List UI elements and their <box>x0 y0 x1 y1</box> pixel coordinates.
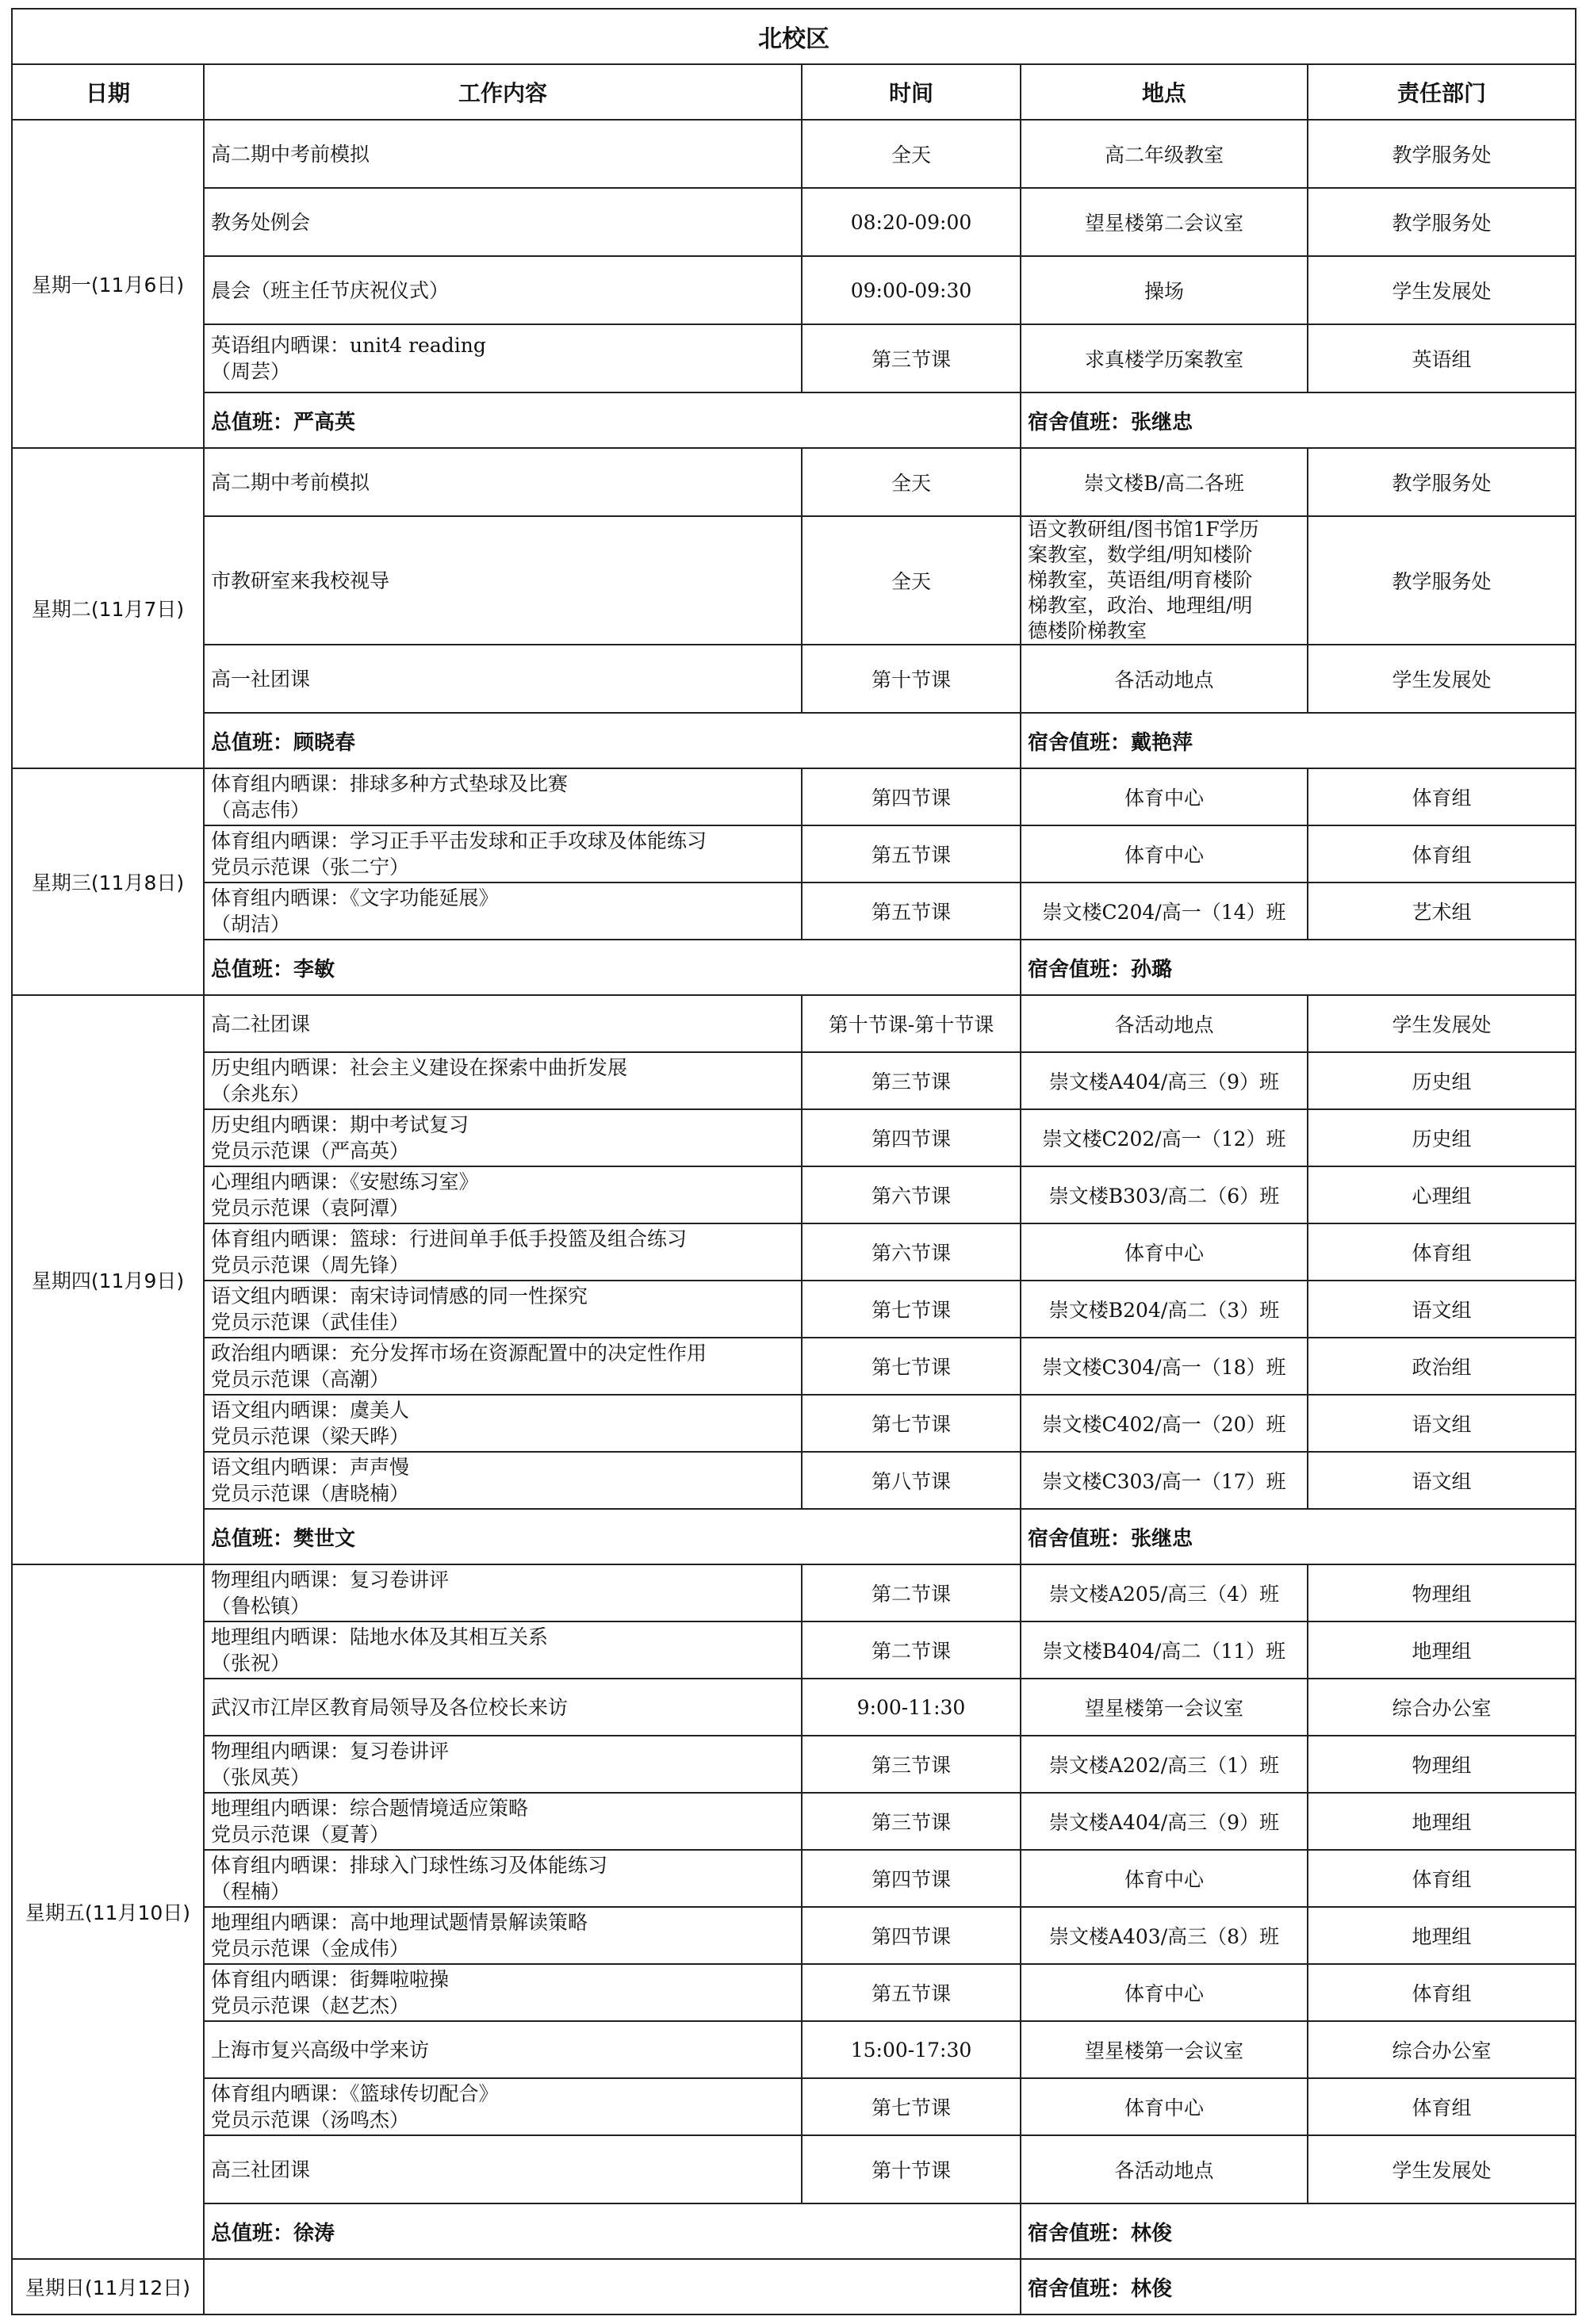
place-cell <box>1021 2135 1308 2203</box>
place-cell <box>1021 768 1308 825</box>
duty-on-call: 总值班：李敏 <box>204 940 1021 995</box>
header-date: 日期 <box>12 64 204 120</box>
time-cell: 第八节课 <box>802 1452 1021 1509</box>
place-cell <box>1021 1281 1308 1338</box>
place-cell-line: 崇文楼C304/高一（18）班 <box>1042 1356 1286 1379</box>
time-cell: 第十节课 <box>802 645 1021 713</box>
content-cell-line: 物理组内晒课：复习卷讲评 <box>211 1568 450 1591</box>
content-cell-line: 体育组内晒课：排球多种方式垫球及比赛 <box>211 772 569 795</box>
time-cell: 第四节课 <box>802 768 1021 825</box>
table-row <box>12 120 1576 188</box>
table-row <box>12 1052 1576 1109</box>
time-cell: 全天 <box>802 516 1021 645</box>
content-cell-line: 地理组内晒课：陆地水体及其相互关系 <box>211 1625 549 1648</box>
header-time: 时间 <box>802 64 1021 120</box>
table-row <box>12 768 1576 825</box>
place-cell <box>1021 1793 1308 1850</box>
place-cell-line: 崇文楼A404/高三（9）班 <box>1048 1811 1280 1834</box>
place-cell <box>1021 825 1308 883</box>
content-cell-line: 高三社团课 <box>211 2157 311 2181</box>
day-label: 星期三(11月8日) <box>12 768 204 995</box>
dorm-on-call: 宿舍值班：孙璐 <box>1021 940 1576 995</box>
day-label: 星期日(11月12日) <box>12 2259 204 2314</box>
table-row <box>12 1109 1576 1166</box>
content-cell <box>204 1907 802 1964</box>
content-cell <box>204 1223 802 1281</box>
content-cell <box>204 1166 802 1223</box>
place-cell <box>1021 1964 1308 2021</box>
place-cell-line: 崇文楼B404/高二（11）班 <box>1042 1640 1286 1663</box>
content-cell-line: （鲁松镇） <box>211 1595 311 1618</box>
content-cell-line: 党员示范课（武佳佳） <box>211 1311 410 1334</box>
time-cell: 第六节课 <box>802 1166 1021 1223</box>
table-row <box>12 1223 1576 1281</box>
dept-cell: 地理组 <box>1308 1907 1576 1964</box>
content-cell-line: 党员示范课（汤鸣杰） <box>211 2108 410 2131</box>
table-row <box>12 883 1576 940</box>
duty-on-call: 总值班：樊世文 <box>204 1509 1021 1564</box>
table-row <box>12 1281 1576 1338</box>
dept-cell: 教学服务处 <box>1308 120 1576 188</box>
content-cell <box>204 1452 802 1509</box>
place-cell-line: 体育中心 <box>1124 1242 1204 1265</box>
content-cell-line: 高二期中考前模拟 <box>211 142 370 166</box>
content-cell-line: 历史组内晒课：期中考试复习 <box>211 1113 469 1136</box>
place-cell-line: 体育中心 <box>1124 844 1204 867</box>
time-cell: 第三节课 <box>802 1793 1021 1850</box>
place-cell-line: 案教室，数学组/明知楼阶 <box>1028 543 1253 566</box>
dept-cell: 体育组 <box>1308 825 1576 883</box>
content-cell-line: 体育组内晒课：《文字功能延展》 <box>211 886 499 909</box>
dorm-on-call: 宿舍值班：张继忠 <box>1021 1509 1576 1564</box>
content-cell <box>204 768 802 825</box>
content-cell-line: 体育组内晒课：排球入门球性练习及体能练习 <box>211 1854 608 1877</box>
content-cell <box>204 995 802 1052</box>
time-cell: 第二节课 <box>802 1621 1021 1679</box>
content-cell-line: 政治组内晒课：充分发挥市场在资源配置中的决定性作用 <box>211 1342 707 1365</box>
place-cell <box>1021 1736 1308 1793</box>
place-cell <box>1021 2021 1308 2078</box>
place-cell-line: 体育中心 <box>1124 1982 1204 2005</box>
dept-cell: 学生发展处 <box>1308 256 1576 324</box>
table-row <box>12 516 1576 645</box>
place-cell-line: 崇文楼C204/高一（14）班 <box>1042 901 1286 924</box>
place-cell-line: 崇文楼B303/高二（6）班 <box>1048 1185 1280 1208</box>
time-cell: 第五节课 <box>802 1964 1021 2021</box>
table-row <box>12 188 1576 256</box>
content-cell-line: 地理组内晒课：高中地理试题情景解读策略 <box>211 1911 588 1934</box>
time-cell: 第四节课 <box>802 1907 1021 1964</box>
table-row <box>12 256 1576 324</box>
place-cell-line: 各活动地点 <box>1114 668 1214 691</box>
place-cell <box>1021 1052 1308 1109</box>
dept-cell: 体育组 <box>1308 768 1576 825</box>
dorm-on-call: 宿舍值班：张继忠 <box>1021 392 1576 448</box>
table-row <box>12 1679 1576 1736</box>
place-cell-line: 梯教室，政治、地理组/明 <box>1028 594 1253 617</box>
time-cell: 全天 <box>802 448 1021 516</box>
content-cell <box>204 448 802 516</box>
content-cell <box>204 1964 802 2021</box>
header-place: 地点 <box>1021 64 1308 120</box>
table-row <box>12 2021 1576 2078</box>
content-cell-line: 语文组内晒课：南宋诗词情感的同一性探究 <box>211 1285 588 1307</box>
table-row <box>12 1166 1576 1223</box>
time-cell: 第十节课-第十节课 <box>802 995 1021 1052</box>
time-cell: 第七节课 <box>802 1281 1021 1338</box>
content-cell <box>204 324 802 392</box>
duty-on-call: 总值班：顾晓春 <box>204 713 1021 768</box>
content-cell-line: （张祝） <box>211 1652 291 1675</box>
content-cell-line: 语文组内晒课：声声慢 <box>211 1456 410 1479</box>
time-cell: 第三节课 <box>802 1052 1021 1109</box>
time-cell: 第七节课 <box>802 1395 1021 1452</box>
dept-cell: 综合办公室 <box>1308 1679 1576 1736</box>
content-cell-line: （胡洁） <box>211 913 291 936</box>
time-cell: 全天 <box>802 120 1021 188</box>
content-cell-line: 党员示范课（高潮） <box>211 1368 390 1391</box>
header-dept: 责任部门 <box>1308 64 1576 120</box>
place-cell <box>1021 1223 1308 1281</box>
place-cell <box>1021 2078 1308 2135</box>
time-cell: 第五节课 <box>802 883 1021 940</box>
table-row <box>12 825 1576 883</box>
place-cell <box>1021 324 1308 392</box>
dept-cell: 历史组 <box>1308 1052 1576 1109</box>
duty-row <box>12 713 1576 768</box>
content-cell <box>204 2078 802 2135</box>
table-row <box>12 1395 1576 1452</box>
dept-cell: 学生发展处 <box>1308 995 1576 1052</box>
content-cell-line: 上海市复兴高级中学来访 <box>211 2038 430 2062</box>
duty-row <box>12 1509 1576 1564</box>
place-cell-line: 操场 <box>1144 280 1184 303</box>
place-cell <box>1021 448 1308 516</box>
content-cell <box>204 120 802 188</box>
place-cell <box>1021 1564 1308 1621</box>
table-row <box>12 1850 1576 1907</box>
place-cell-line: 德楼阶梯教室 <box>1028 619 1147 642</box>
day-label: 星期二(11月7日) <box>12 448 204 768</box>
time-cell: 第四节课 <box>802 1109 1021 1166</box>
content-cell-line: 高二社团课 <box>211 1012 311 1036</box>
table-row <box>12 995 1576 1052</box>
content-cell-line: 体育组内晒课：篮球：行进间单手低手投篮及组合练习 <box>211 1227 688 1250</box>
time-cell: 第六节课 <box>802 1223 1021 1281</box>
dept-cell: 教学服务处 <box>1308 188 1576 256</box>
header-row <box>12 64 1576 120</box>
content-cell <box>204 2021 802 2078</box>
place-cell <box>1021 1109 1308 1166</box>
content-cell <box>204 256 802 324</box>
content-cell <box>204 825 802 883</box>
time-cell: 第三节课 <box>802 1736 1021 1793</box>
table-row <box>12 645 1576 713</box>
dept-cell: 学生发展处 <box>1308 2135 1576 2203</box>
place-cell <box>1021 1621 1308 1679</box>
dept-cell: 语文组 <box>1308 1395 1576 1452</box>
place-cell-line: 崇文楼B/高二各班 <box>1084 472 1244 495</box>
place-cell <box>1021 516 1308 645</box>
content-cell-line: 体育组内晒课：《篮球传切配合》 <box>211 2082 499 2105</box>
place-cell <box>1021 188 1308 256</box>
content-cell <box>204 2135 802 2203</box>
content-cell-line: 体育组内晒课：学习正手平击发球和正手攻球及体能练习 <box>211 829 707 852</box>
content-cell-line: 高二期中考前模拟 <box>211 470 370 494</box>
place-cell-line: 体育中心 <box>1124 1868 1204 1891</box>
place-cell-line: 高二年级教室 <box>1104 144 1224 167</box>
time-cell: 09:00-09:30 <box>802 256 1021 324</box>
time-cell: 第七节课 <box>802 1338 1021 1395</box>
table-row <box>12 1452 1576 1509</box>
content-cell-line: 党员示范课（夏菁） <box>211 1823 390 1846</box>
time-cell: 第二节课 <box>802 1564 1021 1621</box>
content-cell-line: 体育组内晒课：街舞啦啦操 <box>211 1968 450 1991</box>
dorm-on-call: 宿舍值班：林俊 <box>1021 2259 1576 2314</box>
place-cell-line: 各活动地点 <box>1114 2159 1214 2182</box>
content-cell-line: 党员示范课（梁天晔） <box>211 1425 410 1448</box>
table-row <box>12 1964 1576 2021</box>
place-cell <box>1021 1679 1308 1736</box>
place-cell <box>1021 1338 1308 1395</box>
content-cell <box>204 1052 802 1109</box>
content-cell <box>204 1679 802 1736</box>
content-cell-line: 高一社团课 <box>211 667 311 691</box>
time-cell: 第五节课 <box>802 825 1021 883</box>
dept-cell: 教学服务处 <box>1308 448 1576 516</box>
content-cell-line: （余兆东） <box>211 1082 311 1105</box>
dept-cell: 体育组 <box>1308 1223 1576 1281</box>
content-cell <box>204 1850 802 1907</box>
content-cell-line: 地理组内晒课：综合题情境适应策略 <box>211 1797 529 1820</box>
content-cell-line: 党员示范课（张二宁） <box>211 856 410 879</box>
content-cell <box>204 188 802 256</box>
duty-row <box>12 392 1576 448</box>
time-cell: 第七节课 <box>802 2078 1021 2135</box>
dept-cell: 体育组 <box>1308 1964 1576 2021</box>
content-cell <box>204 883 802 940</box>
dept-cell: 语文组 <box>1308 1281 1576 1338</box>
place-cell <box>1021 120 1308 188</box>
time-cell: 08:20-09:00 <box>802 188 1021 256</box>
place-cell-line: 崇文楼A403/高三（8）班 <box>1048 1925 1280 1948</box>
place-cell-line: 崇文楼C402/高一（20）班 <box>1042 1413 1286 1436</box>
place-cell-line: 体育中心 <box>1124 787 1204 810</box>
content-cell-line: 英语组内晒课：unit4 reading <box>211 334 486 357</box>
duty-row <box>12 2259 1576 2314</box>
content-cell <box>204 1736 802 1793</box>
place-cell-line: 望星楼第一会议室 <box>1084 1697 1243 1720</box>
content-cell <box>204 1564 802 1621</box>
place-cell-line: 语文教研组/图书馆1F学历 <box>1028 518 1259 541</box>
day-label: 星期四(11月9日) <box>12 995 204 1564</box>
duty-on-call <box>204 2259 1021 2314</box>
place-cell-line: 崇文楼A202/高三（1）班 <box>1048 1754 1280 1777</box>
content-cell-line: （张凤英） <box>211 1766 311 1789</box>
dept-cell: 英语组 <box>1308 324 1576 392</box>
content-cell-line: 心理组内晒课：《安慰练习室》 <box>211 1170 479 1193</box>
place-cell <box>1021 645 1308 713</box>
content-cell-line: 党员示范课（金成伟） <box>211 1937 410 1960</box>
dept-cell: 体育组 <box>1308 1850 1576 1907</box>
table-row <box>12 2078 1576 2135</box>
header-content: 工作内容 <box>204 64 802 120</box>
place-cell-line: 求真楼学历案教室 <box>1084 348 1243 371</box>
duty-on-call: 总值班：严高英 <box>204 392 1021 448</box>
place-cell-line: 崇文楼A404/高三（9）班 <box>1048 1070 1280 1093</box>
place-cell-line: 体育中心 <box>1124 2096 1204 2119</box>
place-cell-line: 梯教室，英语组/明育楼阶 <box>1028 569 1253 592</box>
dept-cell: 心理组 <box>1308 1166 1576 1223</box>
place-cell-line: 崇文楼B204/高二（3）班 <box>1048 1299 1280 1322</box>
content-cell-line: 教务处例会 <box>211 210 311 234</box>
content-cell-line: 武汉市江岸区教育局领导及各位校长来访 <box>211 1695 569 1719</box>
dept-cell: 地理组 <box>1308 1621 1576 1679</box>
content-cell-line: 党员示范课（唐晓楠） <box>211 1482 410 1505</box>
day-label: 星期一(11月6日) <box>12 120 204 448</box>
content-cell <box>204 1793 802 1850</box>
title-row <box>12 9 1576 64</box>
dorm-on-call: 宿舍值班：戴艳萍 <box>1021 713 1576 768</box>
content-cell <box>204 1109 802 1166</box>
time-cell: 第十节课 <box>802 2135 1021 2203</box>
content-cell-line: 党员示范课（周先锋） <box>211 1254 410 1277</box>
dept-cell: 艺术组 <box>1308 883 1576 940</box>
time-cell: 15:00-17:30 <box>802 2021 1021 2078</box>
dept-cell: 学生发展处 <box>1308 645 1576 713</box>
place-cell-line: 望星楼第一会议室 <box>1084 2039 1243 2062</box>
content-cell <box>204 516 802 645</box>
time-cell: 第四节课 <box>802 1850 1021 1907</box>
time-cell: 9:00-11:30 <box>802 1679 1021 1736</box>
table-row <box>12 1793 1576 1850</box>
content-cell-line: 物理组内晒课：复习卷讲评 <box>211 1740 450 1763</box>
content-cell-line: （高志伟） <box>211 798 311 821</box>
place-cell-line: 各活动地点 <box>1114 1013 1214 1036</box>
dept-cell: 综合办公室 <box>1308 2021 1576 2078</box>
content-cell-line: 党员示范课（严高英） <box>211 1139 410 1162</box>
content-cell <box>204 1395 802 1452</box>
dept-cell: 物理组 <box>1308 1564 1576 1621</box>
place-cell <box>1021 256 1308 324</box>
table-row <box>12 1907 1576 1964</box>
dept-cell: 物理组 <box>1308 1736 1576 1793</box>
content-cell-line: 晨会（班主任节庆祝仪式） <box>211 278 450 302</box>
place-cell <box>1021 883 1308 940</box>
place-cell-line: 崇文楼C303/高一（17）班 <box>1042 1470 1286 1493</box>
dorm-on-call: 宿舍值班：林俊 <box>1021 2203 1576 2259</box>
content-cell-line: 历史组内晒课：社会主义建设在探索中曲折发展 <box>211 1056 628 1079</box>
dept-cell: 语文组 <box>1308 1452 1576 1509</box>
content-cell <box>204 1621 802 1679</box>
content-cell-line: 市教研室来我校视导 <box>211 569 390 592</box>
time-cell: 第三节课 <box>802 324 1021 392</box>
page-title: 北校区 <box>12 9 1576 64</box>
place-cell-line: 望星楼第二会议室 <box>1084 212 1243 235</box>
table-row <box>12 324 1576 392</box>
place-cell <box>1021 1166 1308 1223</box>
day-label: 星期五(11月10日) <box>12 1564 204 2259</box>
place-cell-line: 崇文楼C202/高一（12）班 <box>1042 1128 1286 1151</box>
place-cell <box>1021 1452 1308 1509</box>
dept-cell: 教学服务处 <box>1308 516 1576 645</box>
content-cell-line: 党员示范课（袁阿潭） <box>211 1196 410 1219</box>
dept-cell: 历史组 <box>1308 1109 1576 1166</box>
content-cell-line: （程楠） <box>211 1880 291 1903</box>
place-cell <box>1021 1907 1308 1964</box>
content-cell-line: 党员示范课（赵艺杰） <box>211 1994 410 2017</box>
duty-row <box>12 940 1576 995</box>
duty-row <box>12 2203 1576 2259</box>
table-row <box>12 1338 1576 1395</box>
table-row <box>12 448 1576 516</box>
schedule-table <box>11 8 1576 2315</box>
table-row <box>12 1621 1576 1679</box>
content-cell-line: 语文组内晒课：虞美人 <box>211 1399 410 1422</box>
place-cell <box>1021 1395 1308 1452</box>
table-row <box>12 1564 1576 1621</box>
content-cell <box>204 645 802 713</box>
table-row <box>12 2135 1576 2203</box>
content-cell <box>204 1281 802 1338</box>
place-cell <box>1021 995 1308 1052</box>
dept-cell: 地理组 <box>1308 1793 1576 1850</box>
content-cell-line: （周芸） <box>211 360 291 383</box>
content-cell <box>204 1338 802 1395</box>
table-row <box>12 1736 1576 1793</box>
place-cell-line: 崇文楼A205/高三（4）班 <box>1048 1583 1280 1606</box>
duty-on-call: 总值班：徐涛 <box>204 2203 1021 2259</box>
place-cell <box>1021 1850 1308 1907</box>
dept-cell: 体育组 <box>1308 2078 1576 2135</box>
dept-cell: 政治组 <box>1308 1338 1576 1395</box>
